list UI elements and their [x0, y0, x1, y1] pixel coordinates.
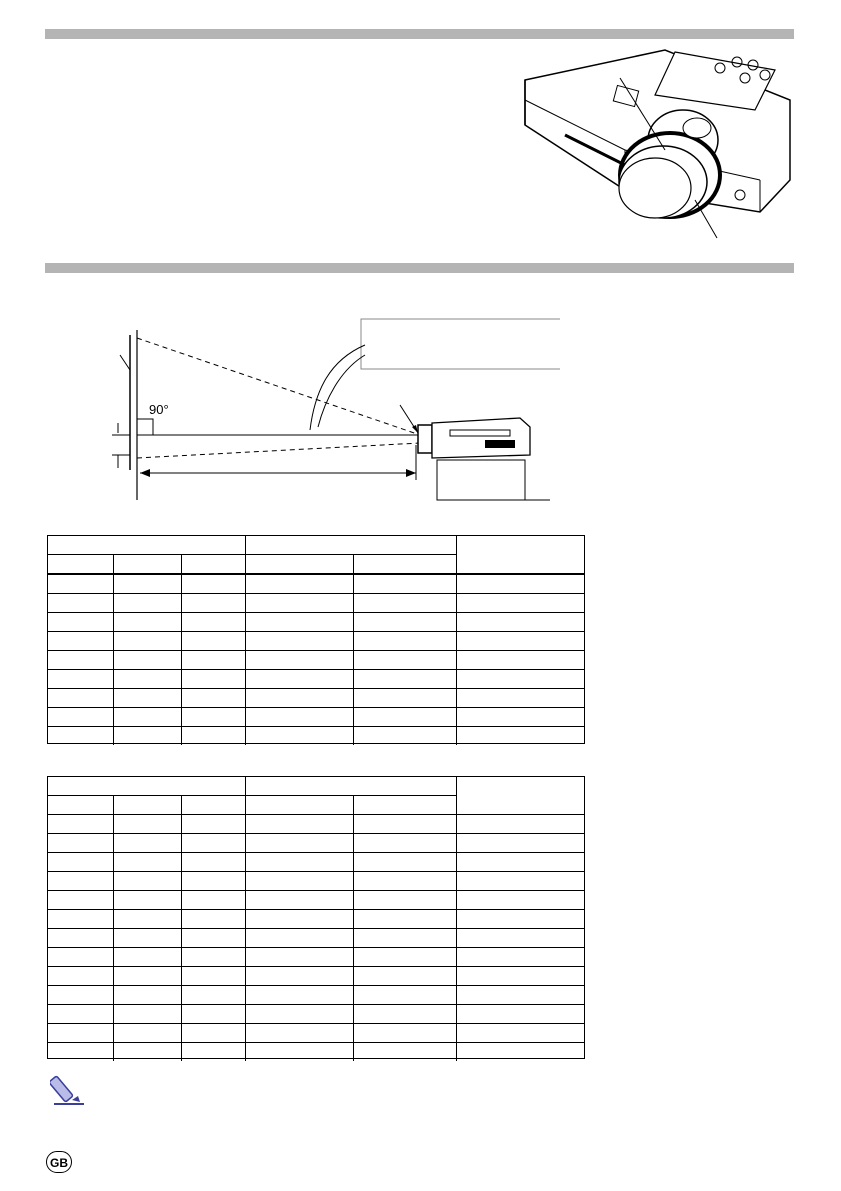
table-row — [48, 670, 584, 689]
projector-lens-illustration — [505, 40, 800, 250]
table-row — [48, 594, 584, 613]
table-row — [48, 651, 584, 670]
table-row — [48, 777, 584, 796]
table-row — [48, 948, 584, 967]
table-row — [48, 872, 584, 891]
section-bar-middle — [45, 263, 794, 273]
table-row — [48, 929, 584, 948]
table-row — [48, 853, 584, 872]
table-row — [48, 632, 584, 651]
table-row — [48, 834, 584, 853]
pencil-note-icon — [50, 1072, 88, 1106]
table-row — [48, 1005, 584, 1024]
projection-distance-diagram — [100, 315, 560, 505]
table-row — [48, 689, 584, 708]
angle-label: 90° — [149, 402, 169, 417]
table-row — [48, 574, 584, 594]
table-row — [48, 815, 584, 834]
table-row — [48, 967, 584, 986]
section-bar-top — [45, 29, 794, 39]
table-row — [48, 891, 584, 910]
table-row — [48, 727, 584, 746]
table-1 — [48, 536, 584, 745]
table-row — [48, 1024, 584, 1043]
table-row — [48, 910, 584, 929]
table-row — [48, 1043, 584, 1062]
table-row — [48, 536, 584, 555]
table-row — [48, 708, 584, 727]
table-row — [48, 613, 584, 632]
region-badge: GB — [46, 1151, 72, 1173]
table-2 — [48, 777, 584, 1061]
table-row — [48, 986, 584, 1005]
